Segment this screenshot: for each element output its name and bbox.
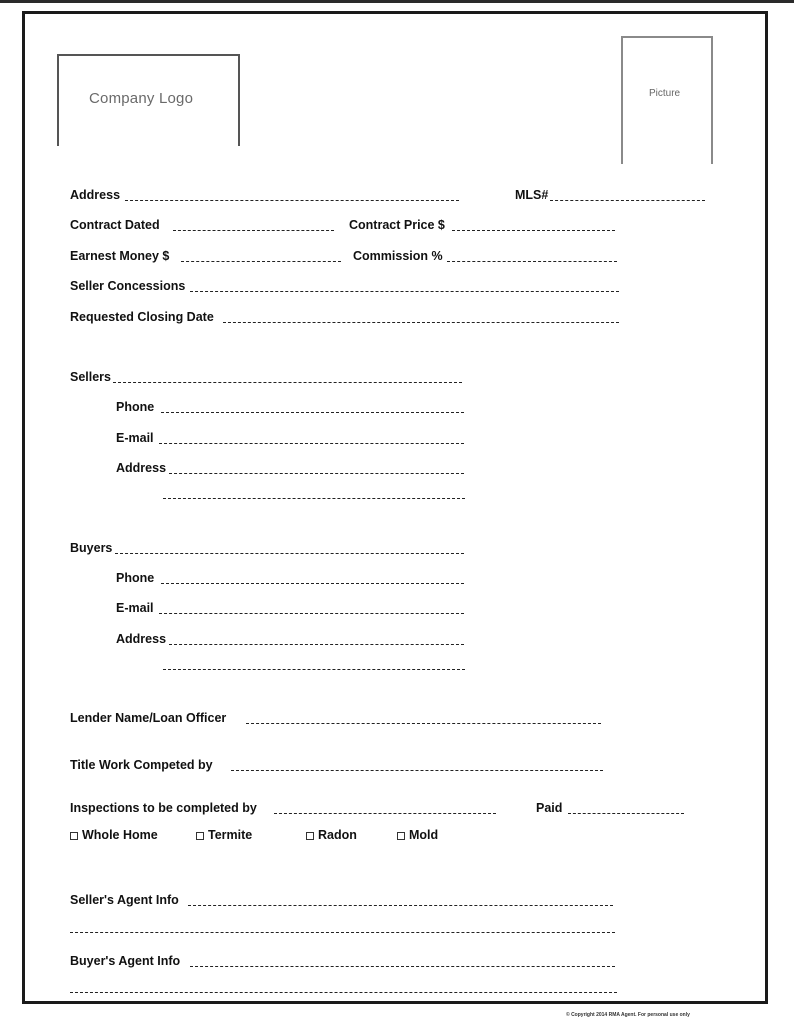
inspections-line[interactable] <box>274 813 496 814</box>
contract-dated-line[interactable] <box>173 230 334 231</box>
sellers-address-line-2[interactable] <box>163 498 465 499</box>
buyers-email-label: E-mail <box>116 601 154 615</box>
sellers-email-label: E-mail <box>116 431 154 445</box>
sellers-field[interactable] <box>70 365 464 385</box>
seller-agent-line[interactable] <box>188 905 613 906</box>
buyers-email-field[interactable] <box>116 596 466 616</box>
buyers-field[interactable] <box>70 536 466 556</box>
mls-label: MLS# <box>515 188 549 202</box>
title-work-field[interactable] <box>70 753 605 773</box>
buyers-label: Buyers <box>70 541 113 555</box>
lender-line[interactable] <box>246 723 601 724</box>
title-work-line[interactable] <box>231 770 603 771</box>
contract-price-label: Contract Price $ <box>349 218 445 232</box>
sellers-address-field[interactable] <box>116 456 466 476</box>
commission-line[interactable] <box>447 261 617 262</box>
buyer-agent-line-2[interactable] <box>70 992 617 993</box>
buyer-agent-label: Buyer's Agent Info <box>70 954 181 968</box>
checkbox-icon[interactable] <box>196 832 204 840</box>
picture-text: Picture <box>649 88 681 99</box>
buyers-address-line-2[interactable] <box>163 669 465 670</box>
paid-field[interactable] <box>536 796 686 816</box>
radon-checkbox[interactable] <box>306 828 376 846</box>
buyers-email-line[interactable] <box>159 613 464 614</box>
mold-label: Mold <box>409 828 439 842</box>
earnest-money-line[interactable] <box>181 261 341 262</box>
inspections-label: Inspections to be completed by <box>70 801 257 815</box>
mold-checkbox[interactable] <box>397 828 457 846</box>
requested-closing-date-label: Requested Closing Date <box>70 310 214 324</box>
seller-concessions-field[interactable] <box>70 274 621 294</box>
buyer-agent-field[interactable] <box>70 949 617 969</box>
address-line[interactable] <box>125 200 459 201</box>
termite-checkbox[interactable] <box>196 828 276 846</box>
termite-label: Termite <box>208 828 253 842</box>
contract-dated-label: Contract Dated <box>70 218 160 232</box>
seller-concessions-label: Seller Concessions <box>70 279 186 293</box>
sellers-phone-field[interactable] <box>116 395 466 415</box>
lender-field[interactable] <box>70 706 603 726</box>
requested-closing-date-field[interactable] <box>70 305 621 325</box>
whole-home-checkbox[interactable] <box>70 828 180 846</box>
radon-label: Radon <box>318 828 357 842</box>
seller-concessions-line[interactable] <box>190 291 619 292</box>
company-logo-text: Company Logo <box>89 90 194 107</box>
address-label: Address <box>70 188 121 202</box>
buyers-address-line[interactable] <box>169 644 464 645</box>
checkbox-icon[interactable] <box>306 832 314 840</box>
sellers-phone-line[interactable] <box>161 412 464 413</box>
paid-line[interactable] <box>568 813 684 814</box>
buyers-address-label: Address <box>116 632 167 646</box>
mls-field[interactable] <box>515 183 707 203</box>
whole-home-label: Whole Home <box>82 828 158 842</box>
seller-agent-label: Seller's Agent Info <box>70 893 179 907</box>
sellers-line[interactable] <box>113 382 462 383</box>
sellers-label: Sellers <box>70 370 112 384</box>
commission-field[interactable] <box>353 244 619 264</box>
buyer-agent-line[interactable] <box>190 966 615 967</box>
buyers-phone-line[interactable] <box>161 583 464 584</box>
lender-label: Lender Name/Loan Officer <box>70 711 227 725</box>
company-logo-box <box>57 54 240 146</box>
paid-label: Paid <box>536 801 563 815</box>
top-border-rule <box>0 0 794 3</box>
sellers-email-line[interactable] <box>159 443 464 444</box>
sellers-email-field[interactable] <box>116 426 466 446</box>
buyers-address-field[interactable] <box>116 627 466 647</box>
contract-dated-field[interactable] <box>70 213 336 233</box>
address-field[interactable] <box>70 183 465 203</box>
sellers-address-line[interactable] <box>169 473 464 474</box>
sellers-address-label: Address <box>116 461 167 475</box>
checkbox-icon[interactable] <box>397 832 405 840</box>
inspections-field[interactable] <box>70 796 498 816</box>
checkbox-icon[interactable] <box>70 832 78 840</box>
seller-agent-line-2[interactable] <box>70 932 615 933</box>
copyright-footer: © Copyright 2014 RMA Agent. For personal use only <box>566 1012 690 1018</box>
earnest-money-label: Earnest Money $ <box>70 249 170 263</box>
mls-line[interactable] <box>550 200 705 201</box>
sellers-phone-label: Phone <box>116 400 155 414</box>
buyers-line[interactable] <box>115 553 464 554</box>
picture-box <box>621 36 713 164</box>
buyers-phone-field[interactable] <box>116 566 466 586</box>
commission-label: Commission % <box>353 249 443 263</box>
contract-price-line[interactable] <box>452 230 615 231</box>
contract-price-field[interactable] <box>349 213 617 233</box>
title-work-label: Title Work Competed by <box>70 758 213 772</box>
seller-agent-field[interactable] <box>70 888 615 908</box>
buyers-phone-label: Phone <box>116 571 155 585</box>
earnest-money-field[interactable] <box>70 244 343 264</box>
requested-closing-date-line[interactable] <box>223 322 619 323</box>
